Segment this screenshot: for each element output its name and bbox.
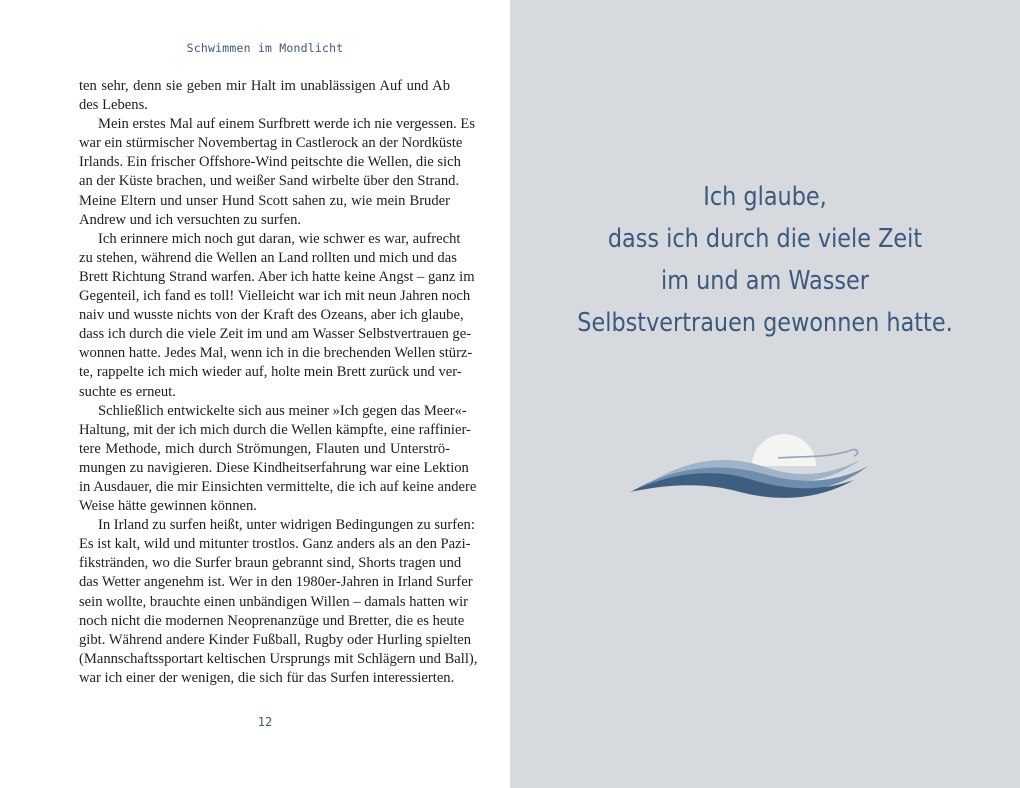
quote-line: im und am Wasser	[661, 266, 869, 296]
text-line: Irlands. Ein frischer Offshore-Wind peitschte die Wellen, die sich	[79, 154, 461, 171]
text-line: suchte es erneut.	[79, 383, 176, 400]
text-line: tere Methode, mich durch Strömungen, Flauten und Unterströ-	[79, 440, 450, 457]
text-line: mungen zu navigieren. Diese Kindheitserfahrung war eine Lektion	[79, 459, 469, 476]
text-line: Brett Richtung Strand warfen. Aber ich hatte keine Angst – ganz im	[79, 268, 475, 285]
quote-line: Ich glaube,	[703, 182, 827, 212]
text-line: war ein stürmischer Novembertag in Castlerock an der Nordküste	[79, 135, 463, 152]
text-line: te, rappelte ich mich wieder auf, holte mein Brett zurück und ver-	[79, 364, 462, 381]
text-line: Mein erstes Mal auf einem Surfbrett werde ich nie vergessen. Es	[98, 116, 476, 133]
text-line: in Ausdauer, die mir Einsichten vermittelte, die ich auf keine andere	[79, 478, 477, 495]
text-line: ten sehr, denn sie geben mir Halt im unablässigen Auf und Ab	[79, 78, 450, 94]
body-text	[79, 77, 478, 688]
text-line: Andrew und ich versuchten zu surfen.	[79, 211, 302, 228]
text-line: Gegenteil, ich fand es toll! Vielleicht war ich mit neun Jahren noch	[79, 288, 471, 305]
text-line: noch nicht die modernen Neoprenanzüge und Bretter, die es heute	[79, 612, 465, 629]
page-number: 12	[257, 715, 273, 729]
text-line: das Wetter angenehm ist. Wer in den 1980er-Jahren in Irland Surfer	[79, 574, 473, 591]
text-line: Weise hätte gewinnen können.	[79, 498, 257, 515]
text-line: In Irland zu surfen heißt, unter widrigen Bedingungen zu surfen:	[98, 517, 475, 534]
text-line: Haltung, mit der ich mich durch die Wellen kämpfte, eine raffinier-	[79, 421, 471, 438]
right-page	[510, 0, 1020, 788]
text-line: sein wollte, brauchte einen unbändigen Willen – damals hatten wir	[79, 593, 469, 610]
text-line: Ich erinnere mich noch gut daran, wie schwer es war, aufrecht	[98, 230, 461, 247]
text-line: war ich einer der wenigen, die sich für das Surfen interessierten.	[79, 669, 455, 686]
text-line: zu stehen, während die Wellen an Land rollten und mich und das	[79, 249, 457, 266]
text-line: Es ist kalt, wild und mitunter trostlos. Ganz anders als an den Pazi-	[79, 536, 471, 553]
text-line: Schließlich entwickelte sich aus meiner »Ich gegen das Meer«-	[98, 402, 467, 419]
text-line: (Mannschaftssportart keltischen Ursprungs mit Schlägern und Ball),	[79, 650, 478, 667]
text-line: wonnen hatte. Jedes Mal, wenn ich in die brechenden Wellen stürz-	[79, 345, 473, 362]
quote-line: Selbstvertrauen gewonnen hatte.	[577, 308, 953, 338]
text-line: des Lebens.	[79, 97, 148, 114]
wave-moon-icon	[628, 428, 876, 502]
text-line: dass ich durch die viele Zeit im und am Wasser Selbstvertrauen ge-	[79, 326, 472, 343]
quote-line: dass ich durch die viele Zeit	[607, 224, 923, 254]
running-head: Schwimmen im Mondlicht	[186, 41, 344, 55]
moon-shape	[752, 434, 816, 466]
text-line: gibt. Während andere Kinder Fußball, Rugby oder Hurling spielten	[79, 631, 472, 648]
pull-quote	[546, 176, 985, 344]
text-line: naiv und wusste nichts von der Kraft des Ozeans, aber ich glaube,	[79, 307, 464, 324]
text-line: an der Küste brachen, und weißer Sand wirbelte über den Strand.	[79, 173, 460, 190]
text-line: Meine Eltern und unser Hund Scott sahen zu, wie mein Bruder	[79, 192, 450, 209]
text-line: fikstränden, wo die Surfer braun gebrannt sind, Shorts tragen und	[79, 555, 462, 572]
